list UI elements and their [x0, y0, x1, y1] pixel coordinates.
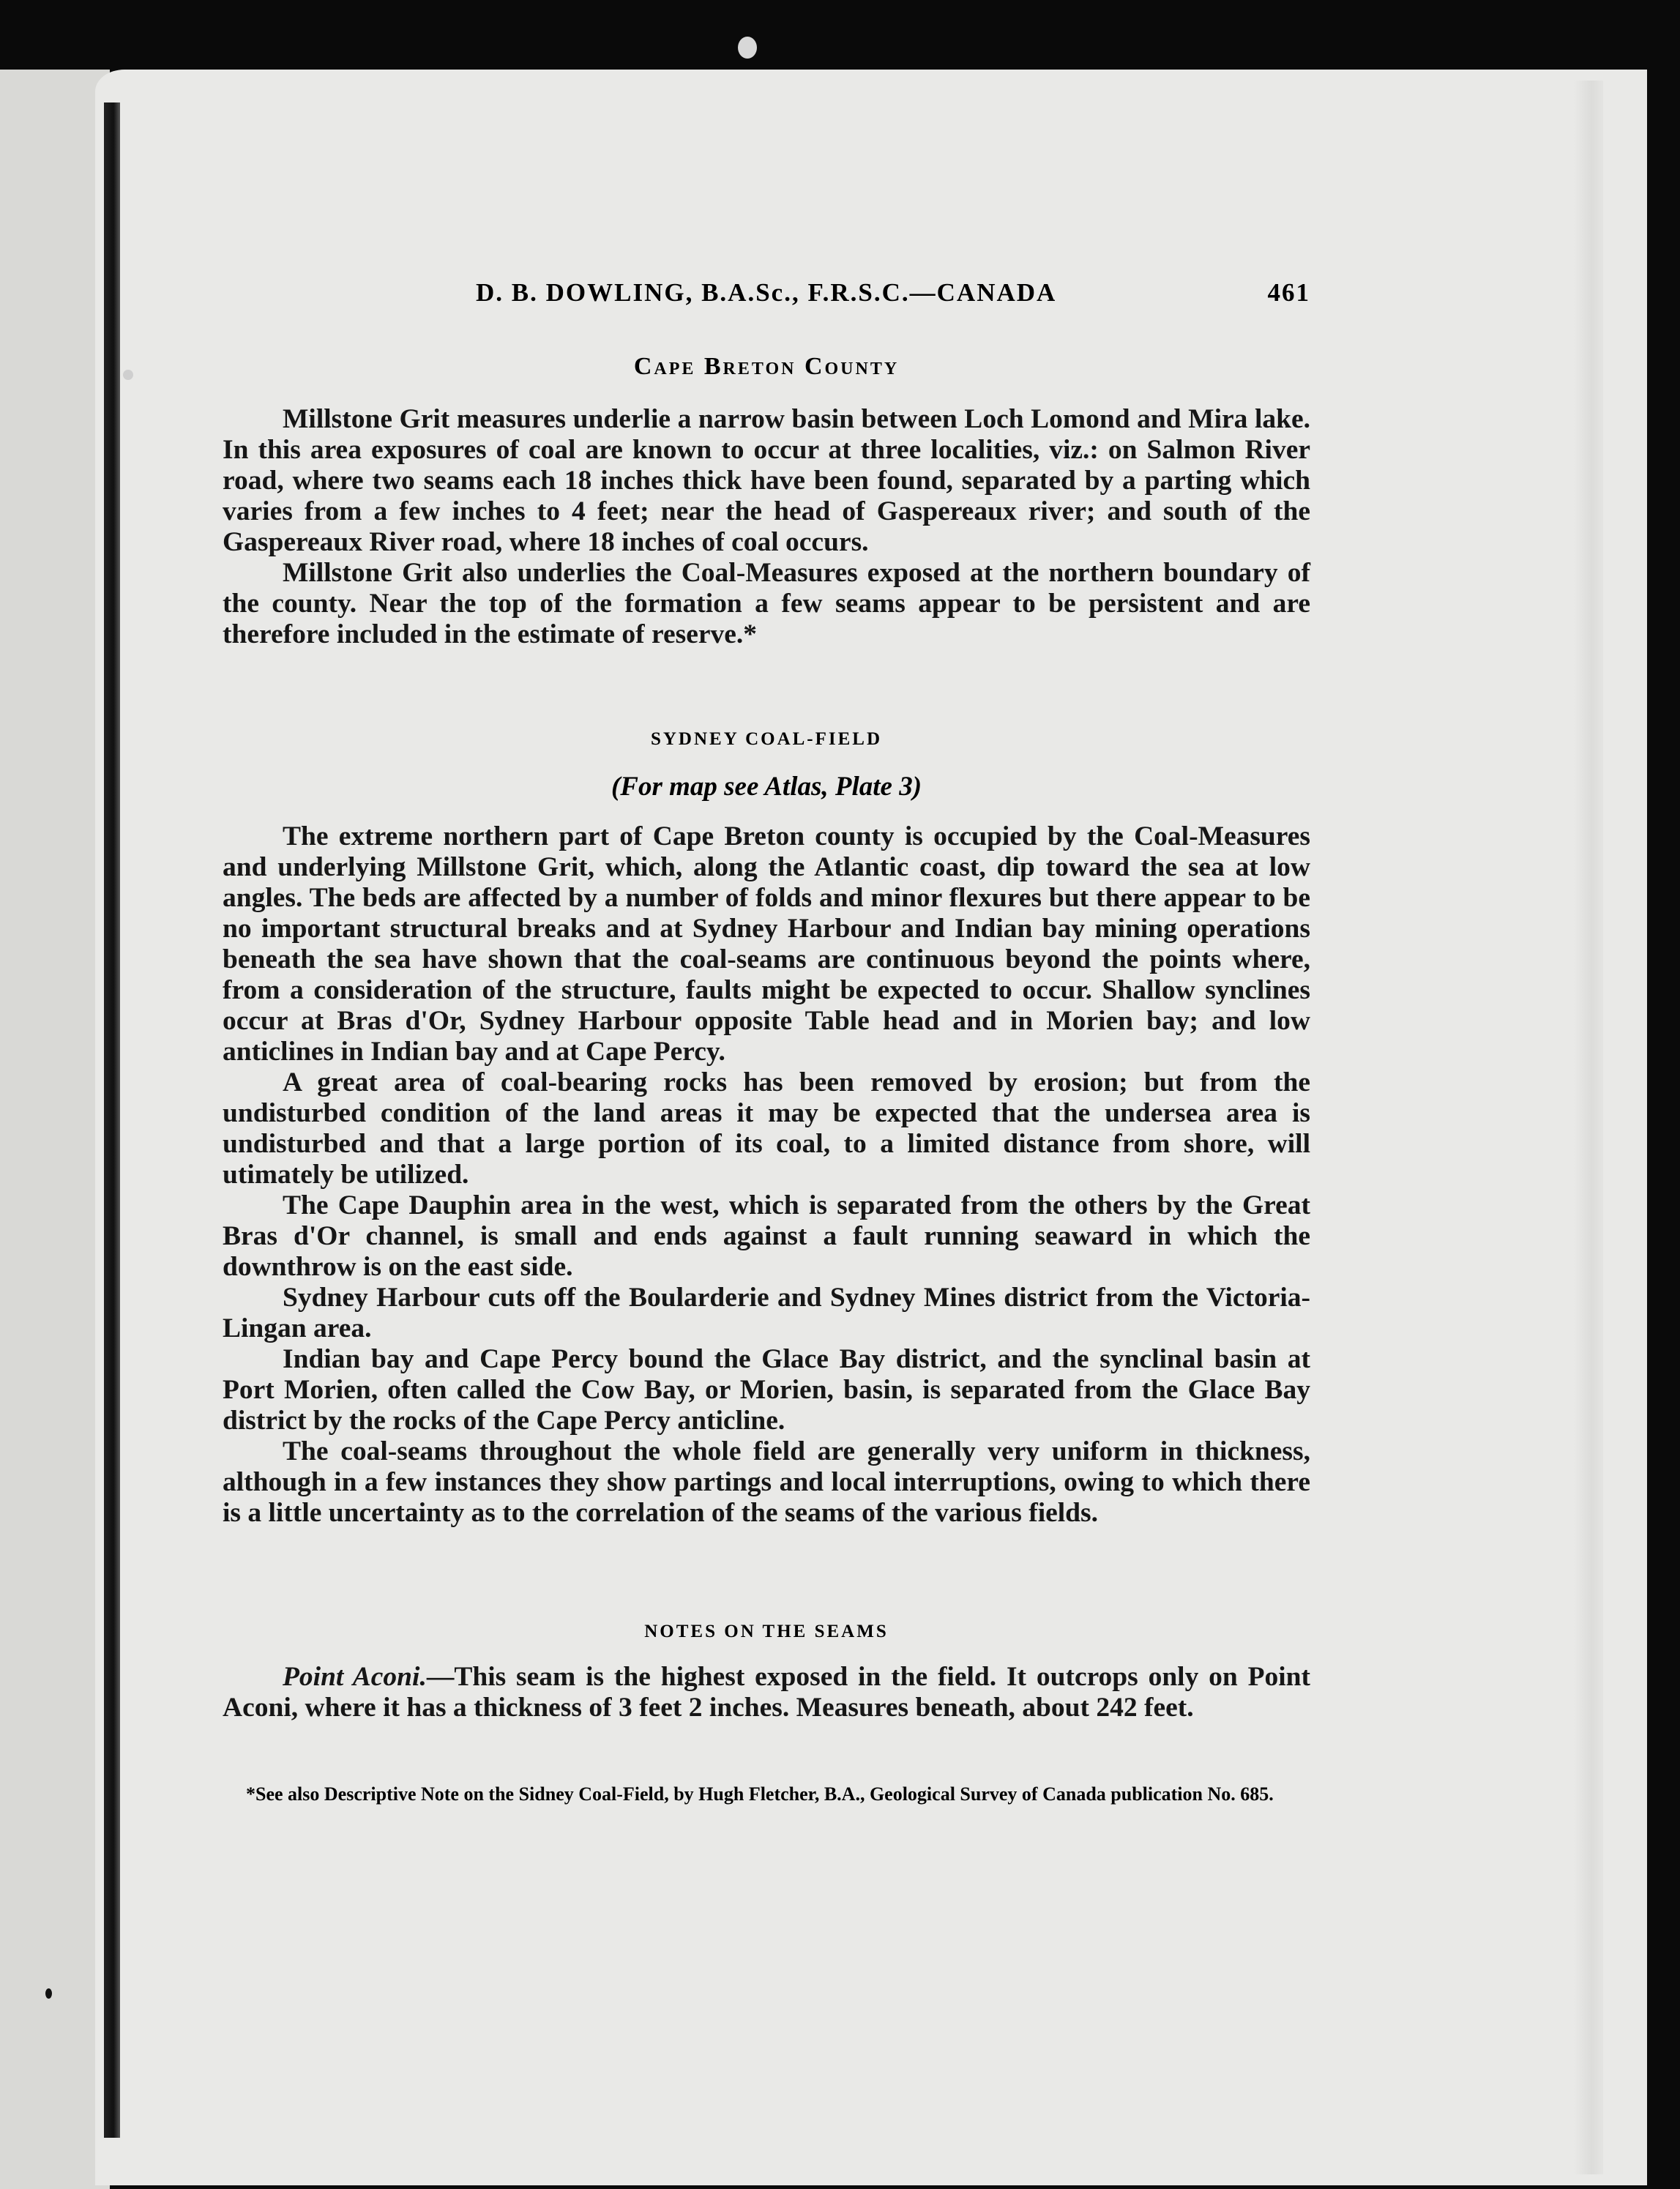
scan-speck	[45, 1988, 52, 1999]
section-title: Cape Breton County	[633, 353, 900, 380]
paragraph: The extreme northern part of Cape Breton county is occupied by the Coal-Measures and underlying Millstone Grit, which, along the Atlantic coast, dip toward the sea at low angles. The beds are affected by a number of folds and minor flexures but there appear to be no important structural breaks and at Sydney Harbour and Indian bay mining operations beneath the sea have shown that the coal-seams are continuous beyond the points where, from a consideration of the structure, faults might be expected to occur. Shallow synclines occur at Bras d'Or, Sydney Harbour opposite Table head and in Morien bay; and low anticlines in Indian bay and at Cape Percy.	[223, 821, 1310, 1067]
body-block	[223, 821, 1310, 1529]
paragraph: Indian bay and Cape Percy bound the Glace Bay district, and the synclinal basin at Port Morien, often called the Cow Bay, or Morien, basin, is separated from the Glace Bay district by the rocks of the Cape Percy anticline.	[223, 1344, 1310, 1436]
page-edge-shadow	[1574, 81, 1603, 2174]
paragraph: Millstone Grit also underlies the Coal-Measures exposed at the northern boundary of the county. Near the top of the formation a few seams appear to be persistent and are therefore included in the estimate of reserve.*	[223, 558, 1310, 649]
scan-speck	[123, 370, 133, 380]
facing-page-edge	[0, 70, 110, 2189]
book-gutter	[104, 102, 120, 2138]
map-note: (For map see Atlas, Plate 3)	[611, 772, 922, 802]
footnote: *See also Descriptive Note on the Sidney Coal-Field, by Hugh Fletcher, B.A., Geological Survey of Canada publication No. 685.	[246, 1783, 1274, 1805]
intro-block	[223, 404, 1310, 650]
running-head-title: D. B. DOWLING, B.A.Sc., F.R.S.C.—CANADA	[476, 278, 1057, 307]
paragraph: Millstone Grit measures underlie a narrow basin between Loch Lomond and Mira lake. In this area exposures of coal are known to occur at three localities, viz.: on Salmon River road, where two seams each 18 inches thick have been found, separated by a parting which varies from a few inches to 4 feet; near the head of Gaspereaux river; and south of the Gaspereaux River road, where 18 inches of coal occurs.	[223, 404, 1310, 557]
subsection-title: SYDNEY COAL-FIELD	[650, 729, 883, 749]
seam-description: —This seam is the highest exposed in the field. It outcrops only on Point Aconi, where it has a thickness of 3 feet 2 inches. Measures beneath, about 242 feet.	[223, 1662, 1311, 1723]
notes-title: NOTES ON THE SEAMS	[644, 1622, 889, 1641]
paragraph	[223, 1662, 1310, 1723]
paragraph: The Cape Dauphin area in the west, which is separated from the others by the Great Bras d'Or channel, is small and ends against a fault running seaward in which the downthrow is on the east side.	[223, 1190, 1310, 1282]
page-number: 461	[1267, 278, 1310, 307]
running-head	[249, 278, 1310, 315]
paragraph: Sydney Harbour cuts off the Boularderie and Sydney Mines district from the Victoria-Lingan area.	[223, 1283, 1310, 1343]
scan-speck	[738, 37, 757, 59]
paragraph: A great area of coal-bearing rocks has been removed by erosion; but from the undisturbed condition of the land areas it may be expected that the undersea area is undisturbed and that a large portion of its coal, to a limited distance from shore, will utimately be utilized.	[223, 1067, 1310, 1190]
paragraph: The coal-seams throughout the whole field are generally very uniform in thickness, although in a few instances they show partings and local interruptions, owing to which there is a little uncertainty as to the correlation of the seams of the various fields.	[223, 1436, 1310, 1528]
seam-name: Point Aconi.	[283, 1662, 427, 1692]
notes-block	[223, 1662, 1310, 1723]
